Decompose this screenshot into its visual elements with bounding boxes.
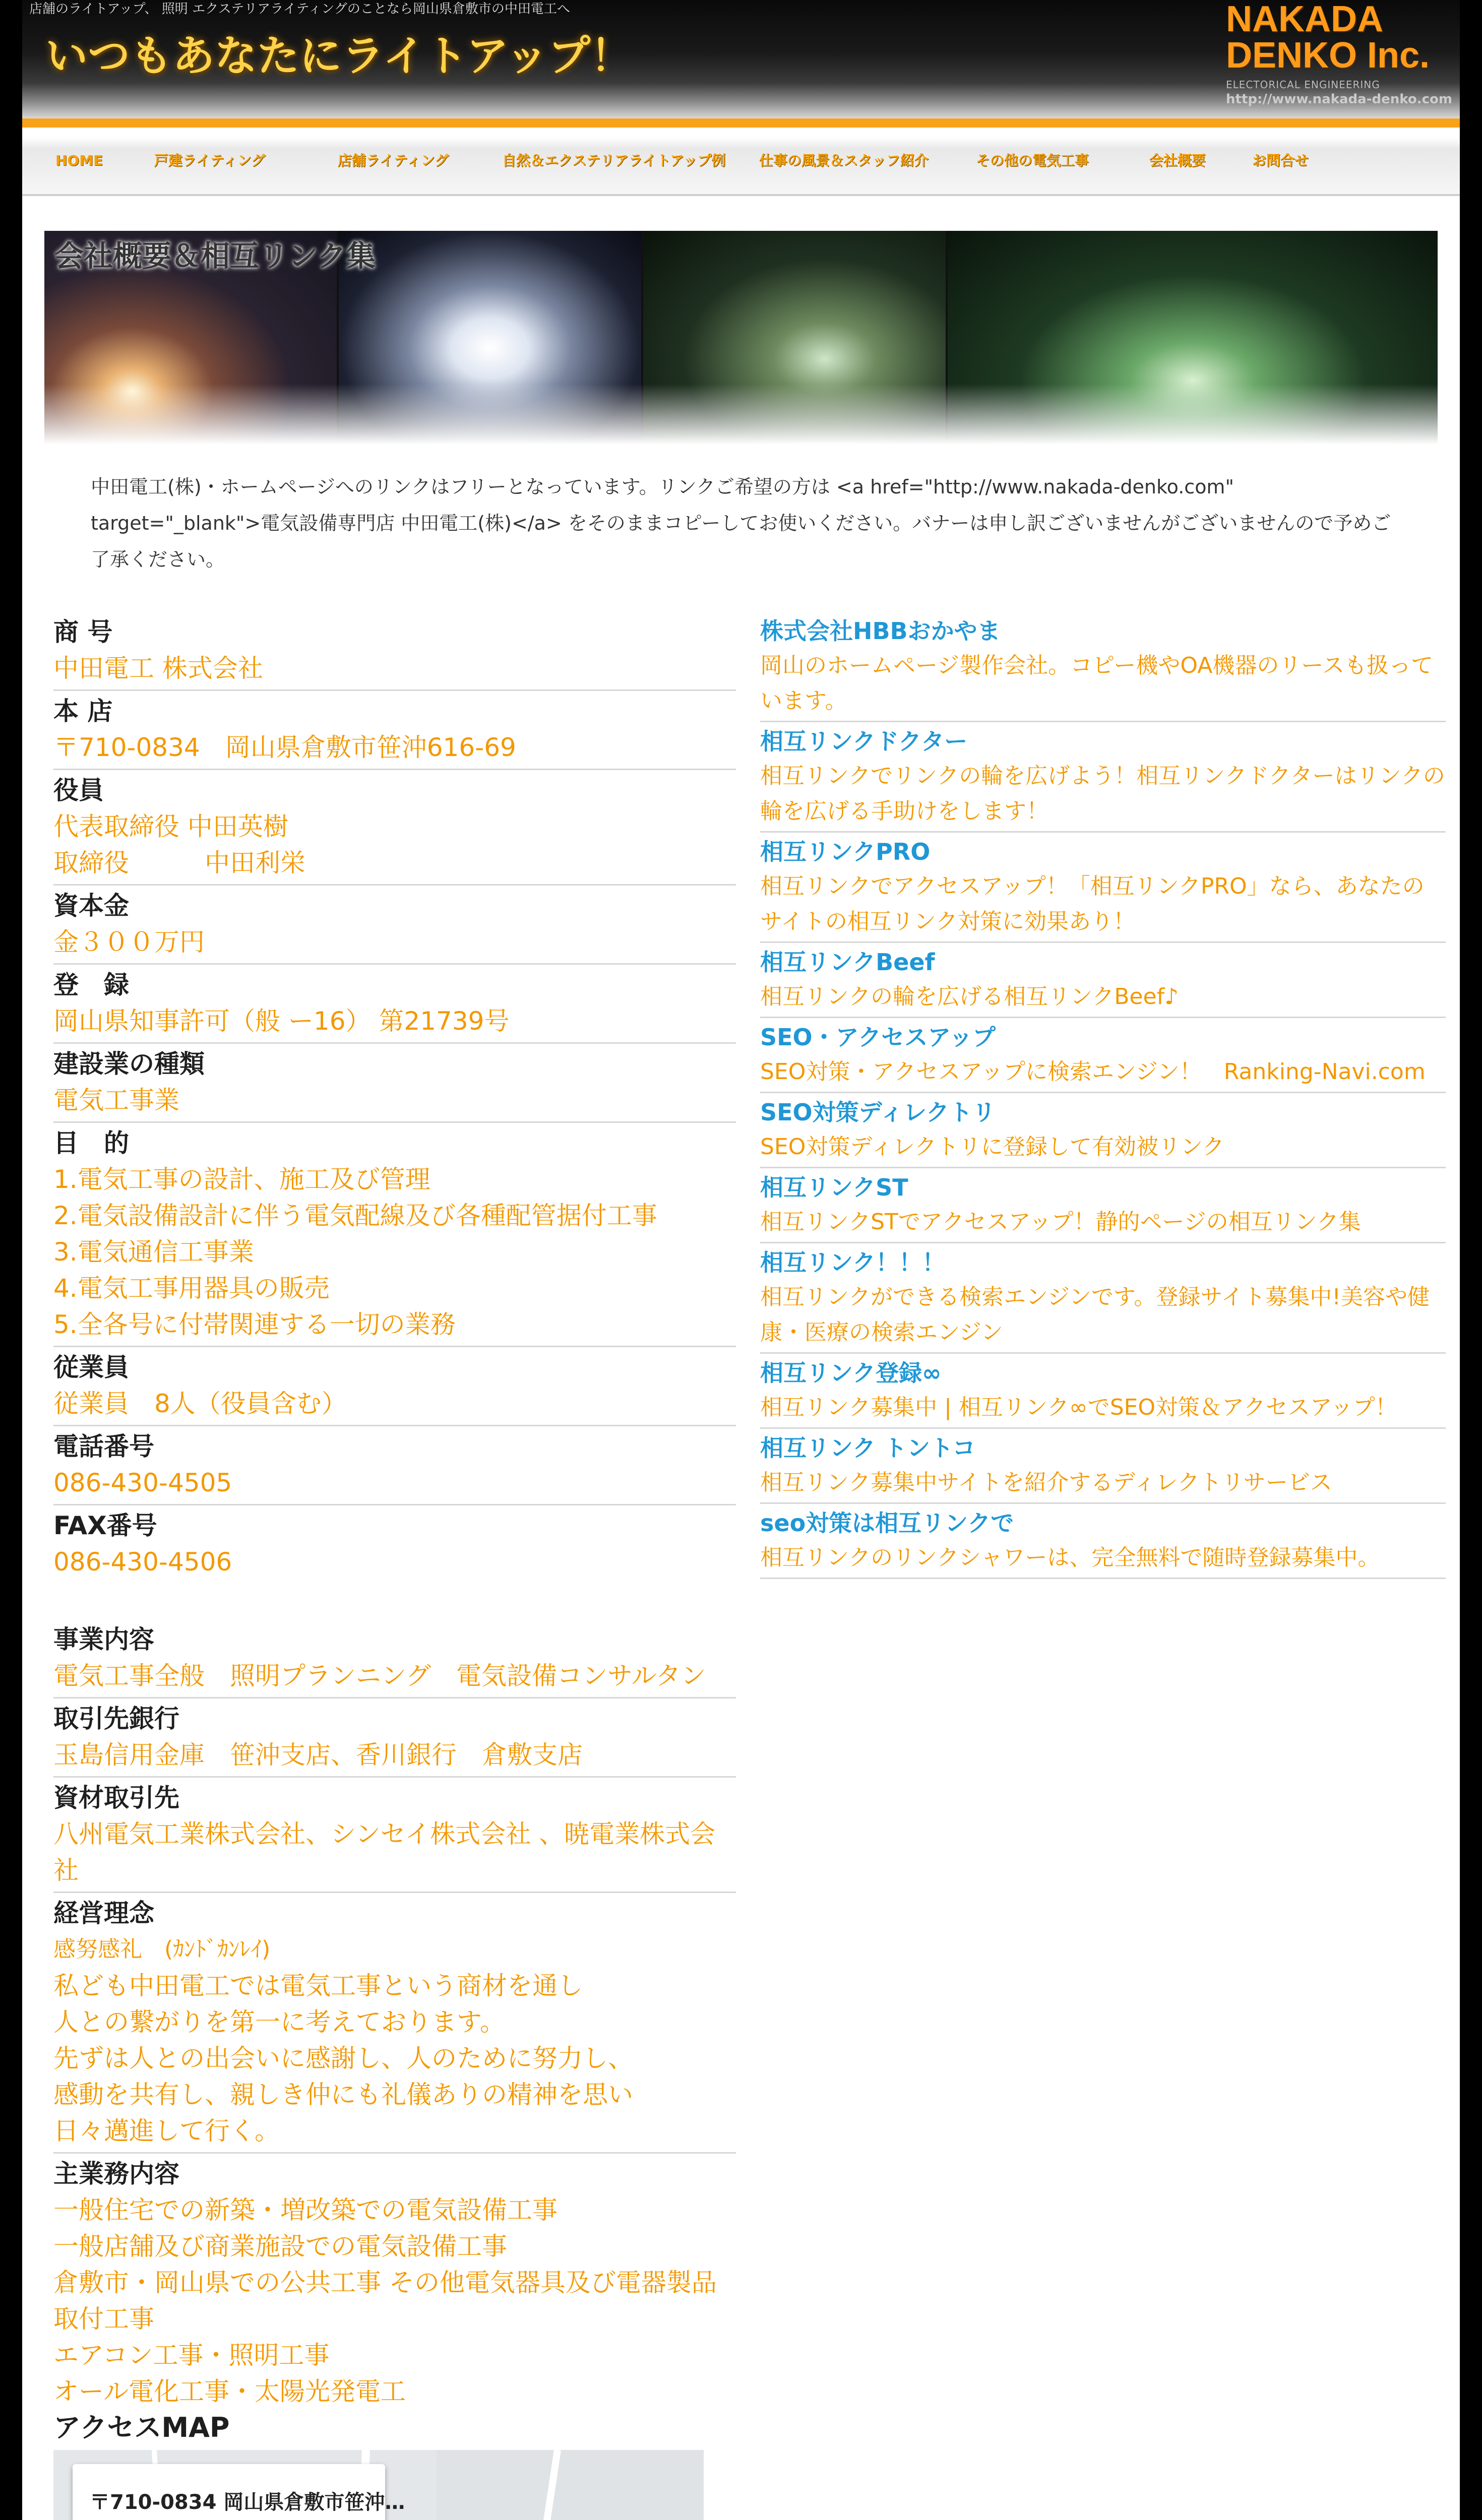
profile-value: 人との繋がりを第一に考えております。 <box>53 2007 505 2037</box>
profile-row-capital <box>53 886 736 965</box>
profile-label: 資材取引先 <box>53 1783 179 1812</box>
link-title[interactable]: seo対策は相互リンクで <box>760 1509 1014 1537</box>
profile-row-registration <box>53 965 736 1044</box>
profile-label: FAX番号 <box>53 1511 157 1540</box>
nav-work-staff[interactable]: 仕事の風景＆スタッフ紹介 <box>759 152 929 169</box>
link-description: 相互リンクができる検索エンジンです。登録サイト募集中!美容や健康・医療の検索エンジン <box>760 1284 1430 1345</box>
profile-value: エアコン工事・照明工事 <box>53 2341 330 2370</box>
header-catchphrase: いつもあなたにライトアップ！ <box>45 31 633 81</box>
nav-store-lighting[interactable]: 店舗ライティング <box>338 152 449 169</box>
profile-value: 電気工事業 <box>53 1086 179 1115</box>
profile-label: 建設業の種類 <box>53 1049 205 1079</box>
link-item <box>760 833 1446 943</box>
profile-row-name <box>53 612 736 691</box>
profile-value: 私ども中田電工では電気工事という商材を通し <box>53 1971 583 2000</box>
profile-label: 登 録 <box>53 970 129 999</box>
logo-line-1: NAKADA <box>1226 0 1383 39</box>
profile-row-employees <box>53 1347 736 1426</box>
link-title[interactable]: 相互リンクBeef <box>760 949 935 976</box>
link-description: 相互リンク募集中サイトを紹介するディレクトリサービス <box>760 1470 1332 1495</box>
link-title[interactable]: 相互リンク トントコ <box>760 1434 976 1462</box>
link-description: 相互リンクでリンクの輪を広げよう！相互リンクドクターはリンクの輪を広げる手助けをします！ <box>760 763 1445 824</box>
profile-value: 岡山県知事許可（般 ー16） 第21739号 <box>53 1006 510 1036</box>
link-title[interactable]: 相互リンクPRO <box>760 838 931 865</box>
link-description: 岡山のホームページ製作会社。コピー機やOA機器のリースも扱っています。 <box>760 653 1434 714</box>
profile-value: 〒710-0834 岡山県倉敷市笹沖616-69 <box>53 733 516 762</box>
link-item <box>760 1243 1446 1354</box>
profile-label: 資本金 <box>53 891 129 920</box>
link-description: 相互リンクSTでアクセスアップ！静的ページの相互リンク集 <box>760 1209 1361 1235</box>
profile-label: 役員 <box>53 776 104 805</box>
link-item <box>760 943 1446 1018</box>
spacer <box>53 1583 736 1619</box>
profile-row-banks <box>53 1698 736 1778</box>
link-description: 相互リンクの輪を広げる相互リンクBeef♪ <box>760 984 1179 1010</box>
profile-value: 玉島信用金庫 笹沖支店、香川銀行 倉敷支店 <box>53 1740 583 1770</box>
link-intro-text: 中田電工(株)・ホームページへのリンクはフリーとなっています。リンクご希望の方は <a href="http://www.nakada-denko.com" target="_blank">電気設備専門店 中田電工(株)</a> をそのままコピーしてお使いください。バナーは申し訳ございませんがございませんので予めご了承ください。 <box>91 476 1391 571</box>
profile-value: 3.電気通信工事業 <box>53 1237 254 1267</box>
profile-row-head-office <box>53 691 736 770</box>
profile-label: 経営理念 <box>53 1899 154 1928</box>
nav-exterior-lighting[interactable]: 自然＆エクステリアライトアップ例 <box>502 152 726 169</box>
profile-label: 主業務内容 <box>53 2159 179 2188</box>
link-item <box>760 1504 1446 1579</box>
profile-label: 電話番号 <box>53 1432 154 1461</box>
link-title[interactable]: 相互リンクドクター <box>760 728 968 755</box>
profile-value: 2.電気設備設計に伴う電気配線及び各種配管据付工事 <box>53 1201 657 1230</box>
profile-label: 従業員 <box>53 1353 129 1382</box>
map-info-window <box>73 2464 405 2520</box>
profile-value: 感努感礼 (ｶﾝﾄﾞｶﾝﾚｲ) <box>53 1936 271 1962</box>
profile-value: 中田電工 株式会社 <box>53 654 263 683</box>
link-title[interactable]: 相互リンク登録∞ <box>760 1359 942 1387</box>
profile-value: 086-430-4505 <box>53 1468 232 1497</box>
access-map[interactable] <box>53 2450 704 2520</box>
link-description: SEO対策ディレクトリに登録して有効被リンク <box>760 1134 1225 1160</box>
company-logo[interactable] <box>1208 0 1460 118</box>
profile-row-fax <box>53 1505 736 1583</box>
profile-value: 金３００万円 <box>53 927 205 957</box>
logo-url: http://www.nakada-denko.com <box>1226 92 1452 107</box>
profile-row-officers <box>53 770 736 886</box>
banner-fade <box>44 384 1438 445</box>
profile-label: 商 号 <box>53 617 113 647</box>
profile-row-purpose <box>53 1123 736 1347</box>
map-info-title: 〒710-0834 岡山県倉敷市笹沖… <box>90 2491 405 2514</box>
link-title[interactable]: SEO・アクセスアップ <box>760 1024 996 1051</box>
link-title[interactable]: SEO対策ディレクトリ <box>760 1099 996 1126</box>
profile-value: 倉敷市・岡山県での公共工事 その他電気器具及び電器製品取付工事 <box>53 2268 717 2334</box>
profile-value: 5.全各号に付帯関連する一切の業務 <box>53 1310 456 1339</box>
banner-title: 会社概要＆相互リンク集 <box>54 239 376 273</box>
profile-value: オール電化工事・太陽光発電工 <box>53 2377 406 2406</box>
link-description: SEO対策・アクセスアップに検索エンジン！ Ranking-Navi.com <box>760 1059 1426 1085</box>
site-header <box>22 0 1460 118</box>
header-tagline: 店舗のライトアップ、 照明 エクステリアライティングのことなら岡山県倉敷市の中田電工へ <box>29 2 570 17</box>
link-description: 相互リンク募集中 | 相互リンク∞でSEO対策＆アクセスアップ！ <box>760 1395 1397 1420</box>
link-description: 相互リンクでアクセスアップ！「相互リンクPRO」なら、あなたのサイトの相互リンク対策に効果あり！ <box>760 873 1425 934</box>
link-title[interactable]: 株式会社HBBおかやま <box>760 617 1001 645</box>
logo-line-2: DENKO Inc. <box>1226 35 1430 76</box>
profile-value: 代表取締役 中田英樹 <box>53 812 288 841</box>
profile-value: 4.電気工事用器具の販売 <box>53 1274 330 1303</box>
profile-row-main-work <box>53 2154 736 2520</box>
profile-value: 日々邁進して行く。 <box>53 2116 280 2146</box>
profile-value: 従業員 8人（役員含む） <box>53 1389 347 1418</box>
logo-subtitle: ELECTORICAL ENGINEERING <box>1226 79 1380 91</box>
profile-row-business-type <box>53 1044 736 1123</box>
link-item <box>760 1168 1446 1243</box>
profile-row-phone <box>53 1426 736 1505</box>
profile-row-suppliers <box>53 1778 736 1893</box>
profile-row-business <box>53 1619 736 1698</box>
link-title[interactable]: 相互リンクST <box>760 1174 908 1201</box>
profile-value: 八州電気工業株式会社、シンセイ株式会社 、暁電業株式会社 <box>53 1819 716 1885</box>
nav-contact[interactable]: お問合せ <box>1252 152 1309 169</box>
main-nav <box>22 118 1460 196</box>
company-profile <box>53 612 736 2520</box>
nav-house-lighting[interactable]: 戸建ライティング <box>154 152 266 169</box>
link-item <box>760 1429 1446 1504</box>
page-banner <box>44 231 1438 445</box>
link-item <box>760 1354 1446 1429</box>
link-item <box>760 1093 1446 1168</box>
profile-value: 取締役 中田利栄 <box>53 848 305 877</box>
access-map-title: アクセスMAP <box>53 2412 230 2443</box>
link-item <box>760 612 1446 722</box>
profile-value: 一般住宅での新築・増改築での電気設備工事 <box>53 2195 558 2225</box>
profile-value: 一般店舗及び商業施設での電気設備工事 <box>53 2232 507 2261</box>
link-title[interactable]: 相互リンク！！！ <box>760 1249 946 1276</box>
link-item <box>760 722 1446 833</box>
mutual-links <box>760 612 1446 1579</box>
profile-label: 本 店 <box>53 697 113 726</box>
nav-company[interactable]: 会社概要 <box>1149 152 1206 169</box>
profile-label: 事業内容 <box>53 1625 154 1654</box>
page <box>22 0 1460 2520</box>
profile-row-philosophy <box>53 1893 736 2154</box>
nav-home[interactable]: HOME <box>55 152 103 169</box>
profile-value: 1.電気工事の設計、施工及び管理 <box>53 1165 430 1194</box>
profile-value: 感動を共有し、親しき仲にも礼儀ありの精神を思い <box>53 2080 633 2109</box>
profile-label: 取引先銀行 <box>53 1704 179 1733</box>
profile-value: 電気工事全般 照明プランニング 電気設備コンサルタン <box>53 1661 706 1690</box>
link-description: 相互リンクのリンクシャワーは、完全無料で随時登録募集中。 <box>760 1545 1380 1570</box>
nav-other-work[interactable]: その他の電気工事 <box>976 152 1089 169</box>
profile-value: 086-430-4506 <box>53 1547 232 1577</box>
profile-value: 先ずは人との出会いに感謝し、人のために努力し、 <box>53 2044 633 2073</box>
profile-label: 目 的 <box>53 1128 129 1158</box>
link-item <box>760 1018 1446 1093</box>
